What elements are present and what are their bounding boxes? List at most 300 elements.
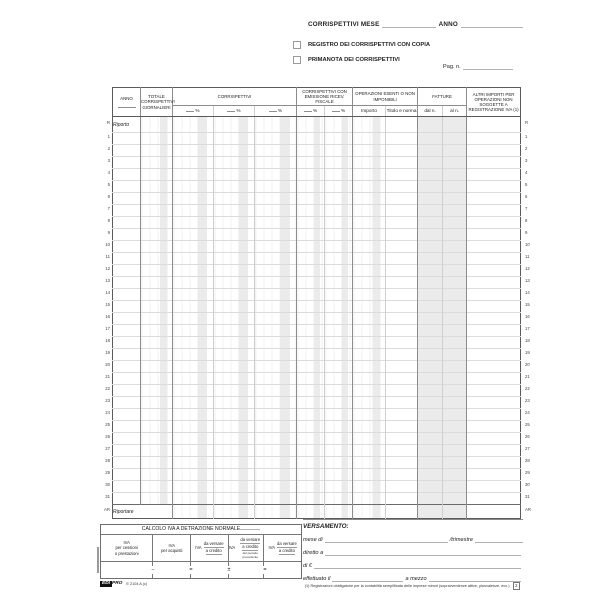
grid-cell	[443, 205, 467, 217]
row-number: R	[525, 120, 529, 125]
mese-label: mese di	[303, 537, 323, 543]
grid-cell	[418, 481, 443, 493]
calc-col-header: IVA per acquisti	[152, 535, 190, 561]
row-number: 9	[107, 230, 110, 235]
grid-cell	[418, 385, 443, 397]
grid-cell	[113, 277, 141, 289]
grid-cell	[386, 289, 418, 301]
riportare-label: Riportare	[113, 505, 173, 519]
grid-cell	[297, 349, 325, 361]
grid-cell	[418, 445, 443, 457]
grid-cell	[173, 241, 214, 253]
grid-cell	[113, 421, 141, 433]
page-number-write-line	[463, 65, 513, 70]
binding-mark	[97, 547, 99, 573]
row-number: 3	[107, 158, 110, 163]
calc-col-header: IVA da versare a credito del periodo precedente	[228, 535, 264, 561]
grid-cell	[353, 397, 386, 409]
grid-cell	[214, 253, 255, 265]
grid-cell	[214, 409, 255, 421]
grid-cell	[297, 397, 325, 409]
sub-header-pct-5: %	[325, 106, 353, 117]
grid-cell	[325, 133, 353, 145]
grid-cell	[214, 117, 255, 133]
row-number: 20	[105, 362, 110, 367]
grid-cell	[443, 265, 467, 277]
grid-cell	[297, 505, 325, 519]
iva-label: IVA	[268, 545, 275, 551]
grid-cell	[443, 505, 467, 519]
grid-cell	[386, 253, 418, 265]
grid-cell	[325, 289, 353, 301]
trimestre-label: /trimestre	[449, 537, 473, 543]
registro-copia-option	[293, 41, 430, 49]
footnote-text: (1) Registrazioni obbligatorie per la contabilità semplificata delle imprese minori (sopravvenienze attive, plusvalenze, ecc.)	[304, 583, 510, 588]
grid-cell	[173, 493, 214, 505]
grid-cell	[173, 349, 214, 361]
grid-cell	[418, 301, 443, 313]
row-number: AR	[104, 507, 110, 512]
grid-cell	[173, 133, 214, 145]
row-number: 27	[105, 446, 110, 451]
row-number: 4	[525, 170, 528, 175]
grid-cell	[325, 181, 353, 193]
grid-cell	[255, 373, 297, 385]
grid-cell	[173, 457, 214, 469]
grid-cell	[418, 277, 443, 289]
grid-cell	[255, 409, 297, 421]
form-title-row	[308, 21, 523, 28]
grid-cell	[443, 409, 467, 421]
grid-cell	[255, 265, 297, 277]
grid-cell	[141, 193, 173, 205]
grid-cell	[214, 313, 255, 325]
grid-cell	[325, 217, 353, 229]
sub-header-importo: Importo	[353, 106, 386, 117]
grid-cell	[386, 325, 418, 337]
grid-cell	[325, 325, 353, 337]
grid-cell	[297, 217, 325, 229]
grid-cell	[443, 277, 467, 289]
row-number: 23	[525, 398, 530, 403]
effettuato-label: effettuato il	[303, 576, 331, 582]
calc-operator: =	[189, 567, 193, 573]
grid-cell	[443, 157, 467, 169]
grid-cell	[297, 229, 325, 241]
grid-cell	[418, 145, 443, 157]
grid-cell	[113, 265, 141, 277]
calcolo-title-write-line	[240, 525, 260, 530]
grid-cell	[443, 301, 467, 313]
row-number: 20	[525, 362, 530, 367]
grid-cell	[141, 337, 173, 349]
grid-cell	[297, 133, 325, 145]
row-number: 18	[525, 338, 530, 343]
grid-cell	[467, 373, 521, 385]
row-number: 14	[105, 290, 110, 295]
grid-cell	[214, 325, 255, 337]
grid-cell	[386, 265, 418, 277]
grid-cell	[467, 205, 521, 217]
grid-cell	[113, 325, 141, 337]
grid-cell	[418, 241, 443, 253]
row-number: 12	[525, 266, 530, 271]
form-code: E 2104 A (c)	[126, 581, 148, 586]
grid-cell	[386, 313, 418, 325]
grid-cell	[255, 301, 297, 313]
grid-cell	[255, 457, 297, 469]
versamento-diretto-row	[303, 550, 523, 556]
row-number: 17	[105, 326, 110, 331]
grid-cell	[353, 169, 386, 181]
grid-cell	[255, 421, 297, 433]
grid-cell	[255, 241, 297, 253]
grid-cell	[386, 337, 418, 349]
calc-value-cell	[101, 562, 152, 578]
calc-col-header: IVA per cessioni o prestazioni	[114, 540, 139, 556]
grid-cell	[418, 349, 443, 361]
grid-cell	[113, 217, 141, 229]
grid-cell	[141, 433, 173, 445]
grid-cell	[353, 445, 386, 457]
grid-cell	[113, 373, 141, 385]
grid-cell	[173, 361, 214, 373]
row-number: 24	[525, 410, 530, 415]
grid-cell	[173, 301, 214, 313]
logo-pro: PRO	[112, 580, 123, 586]
row-number: 24	[105, 410, 110, 415]
primanota-option	[293, 56, 400, 64]
grid-cell	[443, 133, 467, 145]
grid-cell	[113, 253, 141, 265]
grid-cell	[325, 265, 353, 277]
grid-cell	[418, 457, 443, 469]
grid-cell	[141, 469, 173, 481]
grid-cell	[255, 217, 297, 229]
grid-cell	[113, 445, 141, 457]
row-number: 1	[107, 134, 110, 139]
row-number: 4	[107, 170, 110, 175]
row-number: 19	[525, 350, 530, 355]
grid-cell	[255, 253, 297, 265]
sub-header-titolo: Titolo e norma	[386, 106, 418, 117]
grid-cell	[443, 145, 467, 157]
grid-cell	[113, 289, 141, 301]
versamento-top-rule	[303, 519, 523, 520]
grid-cell	[173, 409, 214, 421]
grid-cell	[113, 169, 141, 181]
grid-cell	[443, 493, 467, 505]
grid-cell	[173, 181, 214, 193]
grid-cell	[467, 169, 521, 181]
grid-cell	[141, 361, 173, 373]
grid-cell	[386, 481, 418, 493]
grid-cell	[325, 409, 353, 421]
grid-cell	[386, 277, 418, 289]
grid-cell	[173, 421, 214, 433]
grid-cell	[418, 469, 443, 481]
grid-cell	[386, 229, 418, 241]
row-number: 5	[525, 182, 528, 187]
grid-cell	[297, 265, 325, 277]
grid-cell	[386, 409, 418, 421]
row-number: 26	[525, 434, 530, 439]
grid-cell	[297, 181, 325, 193]
row-number: 5	[107, 182, 110, 187]
month-write-line	[382, 22, 435, 28]
sub-header-pct-3: %	[255, 106, 297, 117]
grid-cell	[214, 337, 255, 349]
grid-cell	[386, 433, 418, 445]
grid-cell	[443, 421, 467, 433]
row-number: 6	[107, 194, 110, 199]
grid-cell	[214, 157, 255, 169]
grid-cell	[386, 469, 418, 481]
grid-cell	[418, 433, 443, 445]
row-number: 29	[525, 470, 530, 475]
grid-cell	[443, 349, 467, 361]
grid-cell	[173, 313, 214, 325]
form-title: CORRISPETTIVI MESE	[308, 21, 380, 28]
row-number: 19	[105, 350, 110, 355]
grid-cell	[418, 325, 443, 337]
grid-cell	[214, 289, 255, 301]
grid-cell	[297, 469, 325, 481]
grid-cell	[297, 409, 325, 421]
grid-cell	[297, 373, 325, 385]
grid-cell	[418, 229, 443, 241]
grid-cell	[113, 493, 141, 505]
grid-cell	[353, 313, 386, 325]
registro-copia-label: REGISTRO DEI CORRISPETTIVI CON COPIA	[308, 42, 431, 48]
grid-cell	[325, 385, 353, 397]
grid-cell	[418, 157, 443, 169]
grid-cell	[467, 409, 521, 421]
grid-cell	[325, 445, 353, 457]
grid-cell	[297, 145, 325, 157]
row-number: 2	[525, 146, 528, 151]
grid-cell	[353, 157, 386, 169]
row-number: 18	[105, 338, 110, 343]
grid-cell	[325, 169, 353, 181]
grid-cell	[353, 361, 386, 373]
grid-cell	[297, 421, 325, 433]
calc-value-cell	[190, 562, 228, 578]
grid-cell	[173, 433, 214, 445]
grid-cell	[353, 117, 386, 133]
grid-cell	[443, 313, 467, 325]
row-numbers-left	[99, 115, 111, 517]
row-number: 14	[525, 290, 530, 295]
col-header-totale: TOTALE CORRISPETTIVI GIORNALIERI	[141, 88, 173, 117]
grid-cell	[418, 409, 443, 421]
grid-cell	[297, 253, 325, 265]
grid-cell	[141, 241, 173, 253]
col-header-altri: ALTRI IMPORTI PER OPERAZIONI NON SOGGETTE A REGISTRAZIONE IVA (1)	[467, 88, 521, 117]
grid-cell	[467, 469, 521, 481]
calcolo-value-row	[101, 562, 301, 578]
year-write-line	[461, 22, 523, 28]
grid-cell	[173, 205, 214, 217]
grid-cell	[214, 349, 255, 361]
grid-cell	[443, 397, 467, 409]
grid-cell	[353, 457, 386, 469]
grid-cell	[467, 265, 521, 277]
row-number: 1	[525, 134, 528, 139]
riporto-label: Riporto	[113, 117, 141, 133]
grid-cell	[467, 349, 521, 361]
row-number: 30	[525, 482, 530, 487]
grid-cell	[141, 421, 173, 433]
grid-cell	[141, 117, 173, 133]
grid-cell	[255, 505, 297, 519]
grid-cell	[113, 301, 141, 313]
grid-cell	[386, 373, 418, 385]
grid-cell	[467, 481, 521, 493]
grid-cell	[418, 169, 443, 181]
grid-cell	[353, 145, 386, 157]
grid-cell	[467, 289, 521, 301]
calcolo-iva-box	[100, 524, 302, 579]
grid-cell	[141, 397, 173, 409]
grid-cell	[141, 229, 173, 241]
grid-cell	[353, 133, 386, 145]
grid-cell	[141, 157, 173, 169]
grid-cell	[325, 469, 353, 481]
grid-cell	[467, 253, 521, 265]
calc-value-cell	[263, 562, 301, 578]
grid-cell	[255, 385, 297, 397]
grid-cell	[353, 385, 386, 397]
grid-cell	[214, 469, 255, 481]
grid-cell	[418, 133, 443, 145]
grid-cell	[141, 385, 173, 397]
grid-cell	[467, 181, 521, 193]
publisher-logo	[100, 580, 147, 587]
sub-header-al-n: al n.	[443, 106, 467, 117]
grid-cell	[113, 385, 141, 397]
row-number: 9	[525, 230, 528, 235]
grid-cell	[297, 457, 325, 469]
row-number: 7	[107, 206, 110, 211]
grid-cell	[443, 385, 467, 397]
row-number: 22	[525, 386, 530, 391]
grid-cell	[214, 421, 255, 433]
grid-cell	[113, 409, 141, 421]
grid-cell	[255, 193, 297, 205]
group-header-fatture: FATTURE	[418, 88, 467, 106]
grid-cell	[418, 253, 443, 265]
row-number: 6	[525, 194, 528, 199]
grid-cell	[173, 325, 214, 337]
grid-cell	[418, 361, 443, 373]
group-header-emissione: CORRISPETTIVI CON EMISSIONE RICEV. FISCALE	[297, 88, 353, 106]
row-number: 10	[525, 242, 530, 247]
grid-cell	[386, 169, 418, 181]
grid-cell	[418, 313, 443, 325]
page-number-row	[443, 64, 513, 70]
grid-cell	[467, 445, 521, 457]
grid-cell	[214, 217, 255, 229]
grid-cell	[297, 169, 325, 181]
grid-cell	[255, 277, 297, 289]
grid-cell	[255, 325, 297, 337]
grid-cell	[297, 325, 325, 337]
group-header-esenti: OPERAZIONI ESENTI O NON IMPONIBILI	[353, 88, 418, 106]
grid-cell	[325, 253, 353, 265]
grid-cell	[443, 229, 467, 241]
row-number: 31	[105, 494, 110, 499]
grid-cell	[386, 361, 418, 373]
row-number: 30	[105, 482, 110, 487]
grid-cell	[353, 193, 386, 205]
grid-cell	[386, 397, 418, 409]
grid-cell	[173, 277, 214, 289]
grid-cell	[353, 277, 386, 289]
grid-cell	[113, 361, 141, 373]
row-number: 25	[525, 422, 530, 427]
grid-cell	[255, 397, 297, 409]
grid-cell	[467, 397, 521, 409]
sub-header-pct-2: %	[214, 106, 255, 117]
grid-cell	[214, 193, 255, 205]
grid-cell	[141, 493, 173, 505]
grid-cell	[443, 433, 467, 445]
grid-cell	[353, 217, 386, 229]
row-numbers-right	[523, 115, 536, 517]
row-number: 22	[105, 386, 110, 391]
grid-cell	[141, 277, 173, 289]
grid-cell	[443, 181, 467, 193]
grid-cell	[418, 217, 443, 229]
group-header-corrispettivi: CORRISPETTIVI	[173, 88, 297, 106]
grid-cell	[443, 337, 467, 349]
grid-cell	[141, 181, 173, 193]
calc-value-cell	[228, 562, 264, 578]
grid-cell	[141, 169, 173, 181]
row-number: 15	[525, 302, 530, 307]
grid-cell	[325, 505, 353, 519]
grid-cell	[353, 505, 386, 519]
grid-cell	[113, 433, 141, 445]
row-number: AR	[525, 507, 531, 512]
row-number: 26	[105, 434, 110, 439]
grid-cell	[255, 349, 297, 361]
grid-cell	[325, 241, 353, 253]
grid-cell	[386, 445, 418, 457]
grid-cell	[214, 181, 255, 193]
versamento-mese-row	[303, 537, 523, 543]
grid-cell	[418, 493, 443, 505]
grid-cell	[386, 205, 418, 217]
grid-cell	[325, 337, 353, 349]
calc-operator: −	[151, 567, 155, 573]
grid-cell	[325, 457, 353, 469]
grid-cell	[255, 205, 297, 217]
calc-col-header: IVA da versare a credito	[190, 535, 228, 561]
sub-header-dal-n: dal n.	[418, 106, 443, 117]
grid-cell	[214, 361, 255, 373]
grid-cell	[214, 493, 255, 505]
grid-cell	[467, 361, 521, 373]
grid-cell	[386, 181, 418, 193]
grid-cell	[141, 253, 173, 265]
grid-cell	[443, 289, 467, 301]
grid-cell	[141, 349, 173, 361]
grid-cell	[325, 361, 353, 373]
anno-write-line	[118, 106, 136, 108]
grid-cell	[113, 145, 141, 157]
